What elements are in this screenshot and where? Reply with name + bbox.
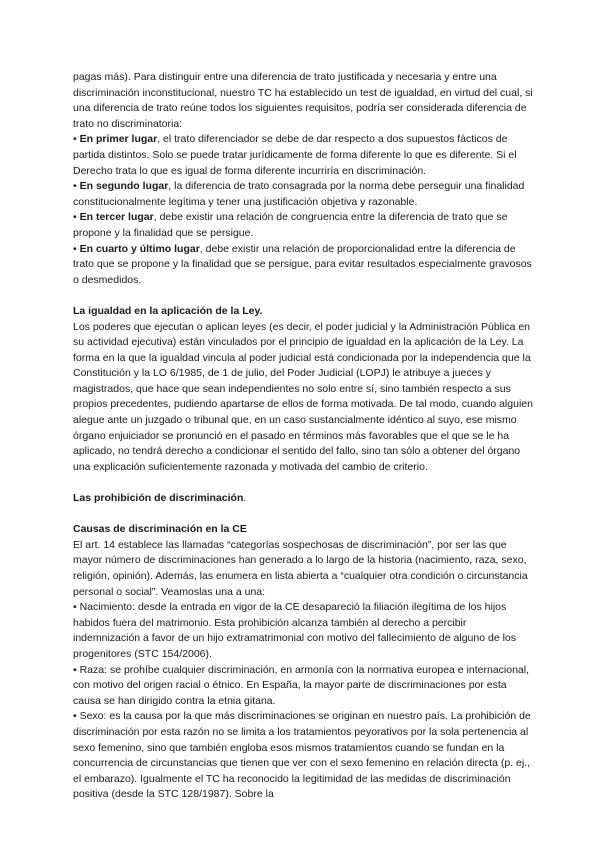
requirement-text: , el trato diferenciador se debe de dar respecto a dos supuestos fácticos de partida distintos. Solo se puede tratar jurídicamente de forma diferente lo que es diferente. Si el Derecho trata lo que es igual de forma diferente incurriría en discriminación. [73, 133, 517, 177]
prohibition-heading-text: Las prohibición de discriminación [73, 492, 244, 505]
requirement-text: , debe existir una relación de congruencia entre la diferencia de trato que se propone y la finalidad que se persigue. [73, 211, 508, 239]
cause-item-sexo: • Sexo: es la causa por la que más discriminaciones se originan en nuestro país. La prohibición de discriminación por esta razón no se limita a los tratamientos peyorativos por la sola pertenencia al sexo femenino, sino que también engloba esos mismos tratamientos cuando se fundan en la concurrencia de circunstancias que tienen que ver con el sexo femenino en relación directa (p. ej., el embarazo). Igualmente el TC ha reconocido la legitimidad de las medidas de discriminación positiva (desde la STC 128/1987). Sobre la [73, 710, 531, 801]
intro-paragraph: pagas más). Para distinguir entre una diferencia de trato justificada y necesaria y entre una discriminación inconstitucional, nuestro TC ha establecido un test de igualdad, en virtud del cual, si una diferencia de trato reúne todos los siguientes requisitos, podría ser considerada diferencia de trato no discriminatoria: [73, 71, 533, 130]
requirement-item [73, 179, 533, 210]
causes-intro: El art. 14 establece las llamadas “categorías sospechosas de discriminación”, por ser las que mayor número de discriminaciones han generado a lo largo de la historia (nacimiento, raza, sexo, religión, opinión). Además, las enumera en lista abierta a “cualquier otra condición o circunstancia personal o social”. Veamoslas una a una: [73, 538, 528, 598]
application-body: Los poderes que ejecutan o aplican leyes (es decir, el poder judicial y la Administración Pública en su actividad ejecutiva) están vinculados por el principio de igualdad en la aplicación de la Ley. La forma en la que la igualdad vincula al poder judicial está condicionada por la independencia que la Constitución y la LO 6/1985, de 1 de julio, del Poder Judicial (LOPJ) le atribuye a jueces y magistrados, que hace que sean independientes no solo entre sí, sino también respecto a sus propios precedentes, pudiendo apartarse de ellos de forma motivada. De tal modo, cuando alguien alegue ante un juzgado o tribunal que, en un caso sustancialmente idéntico al suyo, ese mismo órgano enjuiciador se pronunció en el pasado en términos más favorables que el que se le ha aplicado, no tendrá derecho a condicionar el sentido del fallo, sino tan sólo a obtener del órgano una explicación suficientemente razonada y motivada del cambio de criterio. [73, 320, 533, 473]
requirement-label: En tercer lugar [79, 211, 154, 224]
bullet: • [73, 180, 77, 193]
requirement-label: En cuarto y último lugar [79, 242, 200, 255]
requirement-text: , debe existir una relación de proporcionalidad entre la diferencia de trato que se propone y la finalidad que se persigue, para evitar resultados especialmente gravosos o desmedidos. [73, 242, 532, 286]
cause-item-nacimiento: • Nacimiento: desde la entrada en vigor de la CE desapareció la filiación ilegítima de los hijos habidos fuera del matrimonio. Esta prohibición alcanza también al derecho a percibir indemnización a favor de un hijo extramatrimonial con motivo del fallecimiento de alguno de los progenitores (STC 154/2006). [73, 601, 516, 660]
paragraph-gap [73, 507, 533, 523]
paragraph-gap [73, 475, 533, 491]
document-page [73, 70, 533, 803]
bullet: • [73, 211, 77, 224]
section-heading-prohibition [73, 491, 533, 507]
paragraph-gap [73, 288, 533, 304]
requirement-label: En segundo lugar [79, 180, 169, 193]
heading-period: . [243, 492, 247, 505]
requirement-item [73, 242, 533, 289]
requirement-text: , la diferencia de trato consagrada por la norma debe perseguir una finalidad constitucionalmente legítima y tener una justificación objetiva y razonable. [73, 180, 525, 208]
section-heading-causes: Causas de discriminación en la CE [73, 523, 247, 536]
requirement-item [73, 210, 533, 241]
bullet: • [73, 133, 77, 146]
requirement-label: En primer lugar [79, 133, 158, 146]
bullet: • [73, 242, 77, 255]
requirement-item [73, 132, 533, 179]
section-heading-application: La igualdad en la aplicación de la Ley. [73, 304, 263, 317]
cause-item-raza: • Raza: se prohíbe cualquier discriminación, en armonía con la normativa europea e internacional, con motivo del origen racial o étnico. En España, la mayor parte de discriminaciones por esta causa se han dirigido contra la etnia gitana. [73, 663, 530, 707]
